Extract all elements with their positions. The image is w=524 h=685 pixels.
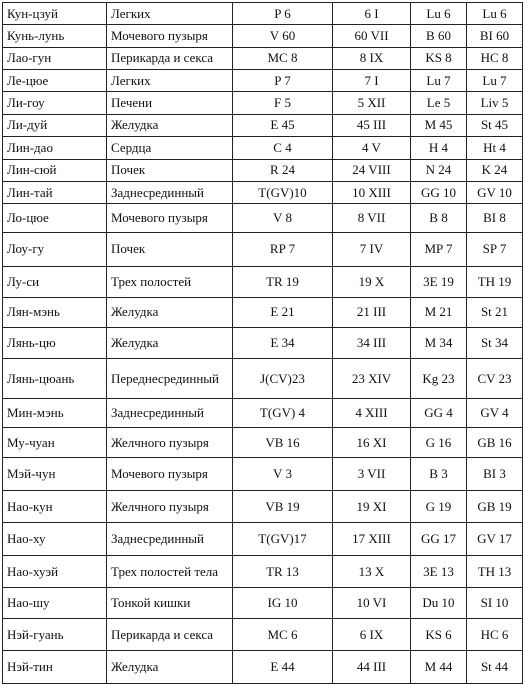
- cell-code-english: TH 13: [467, 555, 523, 588]
- cell-code-french: E 44: [233, 651, 333, 684]
- cell-code-english: BI 60: [467, 25, 523, 47]
- cell-code-french: T(GV)10: [233, 181, 333, 203]
- table-row: [3, 137, 523, 159]
- cell-code-german: B 8: [411, 204, 467, 232]
- cell-meridian: Мочевого пузыря: [107, 25, 233, 47]
- cell-meridian: Тонкой кишки: [107, 588, 233, 618]
- cell-code-german: GG 17: [411, 523, 467, 556]
- cell-meridian: Заднесрединный: [107, 399, 233, 427]
- cell-code-german: 3E 19: [411, 267, 467, 297]
- cell-meridian: Желудка: [107, 651, 233, 684]
- table-row: [3, 328, 523, 358]
- cell-code-german: KS 8: [411, 47, 467, 69]
- cell-code-english: BI 3: [467, 458, 523, 491]
- cell-point-name: Нао-хуэй: [3, 555, 107, 588]
- cell-code-english: St 34: [467, 328, 523, 358]
- cell-code-roman: 6 IX: [333, 618, 411, 651]
- cell-code-french: RP 7: [233, 232, 333, 267]
- cell-meridian: Желчного пузыря: [107, 427, 233, 457]
- table-row: [3, 297, 523, 327]
- cell-code-english: SI 10: [467, 588, 523, 618]
- cell-code-english: BI 8: [467, 204, 523, 232]
- cell-code-roman: 17 XIII: [333, 523, 411, 556]
- cell-code-roman: 21 III: [333, 297, 411, 327]
- cell-code-german: MP 7: [411, 232, 467, 267]
- cell-code-german: N 24: [411, 159, 467, 181]
- table-row: [3, 618, 523, 651]
- cell-meridian: Печени: [107, 92, 233, 114]
- cell-meridian: Легких: [107, 70, 233, 92]
- cell-point-name: Мэй-чун: [3, 458, 107, 491]
- cell-point-name: Кун-цзуй: [3, 3, 107, 25]
- cell-code-roman: 16 XI: [333, 427, 411, 457]
- cell-code-english: SP 7: [467, 232, 523, 267]
- cell-code-roman: 19 X: [333, 267, 411, 297]
- cell-code-english: Ht 4: [467, 137, 523, 159]
- cell-code-roman: 3 VII: [333, 458, 411, 491]
- cell-point-name: Лао-гун: [3, 47, 107, 69]
- cell-code-french: IG 10: [233, 588, 333, 618]
- cell-code-german: Lu 6: [411, 3, 467, 25]
- cell-code-roman: 7 IV: [333, 232, 411, 267]
- cell-code-roman: 45 III: [333, 114, 411, 136]
- cell-code-roman: 19 XI: [333, 490, 411, 523]
- cell-code-roman: 24 VIII: [333, 159, 411, 181]
- table-row: [3, 114, 523, 136]
- cell-point-name: Нао-ху: [3, 523, 107, 556]
- cell-point-name: Мин-мэнь: [3, 399, 107, 427]
- cell-meridian: Заднесрединный: [107, 181, 233, 203]
- cell-code-roman: 4 V: [333, 137, 411, 159]
- cell-code-french: T(GV)17: [233, 523, 333, 556]
- table-row: [3, 92, 523, 114]
- cell-point-name: Нэй-тин: [3, 651, 107, 684]
- cell-code-english: K 24: [467, 159, 523, 181]
- cell-code-english: GB 16: [467, 427, 523, 457]
- cell-code-french: T(GV) 4: [233, 399, 333, 427]
- cell-meridian: Мочевого пузыря: [107, 458, 233, 491]
- cell-code-french: TR 13: [233, 555, 333, 588]
- cell-code-german: Kg 23: [411, 358, 467, 399]
- cell-code-roman: 60 VII: [333, 25, 411, 47]
- cell-point-name: Ло-цюе: [3, 204, 107, 232]
- cell-code-french: MC 6: [233, 618, 333, 651]
- cell-meridian: Перикарда и секса: [107, 618, 233, 651]
- cell-code-roman: 4 XIII: [333, 399, 411, 427]
- cell-code-german: M 34: [411, 328, 467, 358]
- cell-code-english: St 45: [467, 114, 523, 136]
- cell-meridian: Трех полостей тела: [107, 555, 233, 588]
- cell-meridian: Сердца: [107, 137, 233, 159]
- table-row: [3, 204, 523, 232]
- cell-code-english: CV 23: [467, 358, 523, 399]
- cell-point-name: Лоу-гу: [3, 232, 107, 267]
- cell-code-english: Lu 6: [467, 3, 523, 25]
- cell-code-french: P 7: [233, 70, 333, 92]
- cell-meridian: Желчного пузыря: [107, 490, 233, 523]
- cell-point-name: Нао-кун: [3, 490, 107, 523]
- cell-code-english: GV 10: [467, 181, 523, 203]
- cell-point-name: Лянь-цю: [3, 328, 107, 358]
- cell-code-roman: 44 III: [333, 651, 411, 684]
- cell-code-english: HC 8: [467, 47, 523, 69]
- cell-code-german: M 44: [411, 651, 467, 684]
- cell-code-french: E 21: [233, 297, 333, 327]
- cell-code-french: MC 8: [233, 47, 333, 69]
- cell-code-french: C 4: [233, 137, 333, 159]
- cell-meridian: Переднесрединный: [107, 358, 233, 399]
- cell-meridian: Легких: [107, 3, 233, 25]
- cell-code-roman: 7 I: [333, 70, 411, 92]
- cell-code-english: HC 6: [467, 618, 523, 651]
- cell-code-roman: 10 XIII: [333, 181, 411, 203]
- cell-point-name: Нао-шу: [3, 588, 107, 618]
- cell-point-name: Му-чуан: [3, 427, 107, 457]
- cell-point-name: Лин-тай: [3, 181, 107, 203]
- cell-point-name: Лянь-цюань: [3, 358, 107, 399]
- cell-meridian: Заднесрединный: [107, 523, 233, 556]
- cell-code-german: G 16: [411, 427, 467, 457]
- cell-code-french: F 5: [233, 92, 333, 114]
- cell-meridian: Перикарда и секса: [107, 47, 233, 69]
- cell-code-german: B 60: [411, 25, 467, 47]
- cell-code-french: E 45: [233, 114, 333, 136]
- table-row: [3, 25, 523, 47]
- cell-code-german: 3E 13: [411, 555, 467, 588]
- cell-code-english: GB 19: [467, 490, 523, 523]
- table-row: [3, 588, 523, 618]
- cell-code-roman: 5 XII: [333, 92, 411, 114]
- cell-meridian: Почек: [107, 232, 233, 267]
- cell-meridian: Желудка: [107, 114, 233, 136]
- table-row: [3, 458, 523, 491]
- cell-code-french: VB 19: [233, 490, 333, 523]
- cell-code-german: KS 6: [411, 618, 467, 651]
- cell-code-german: Du 10: [411, 588, 467, 618]
- cell-point-name: Кунь-лунь: [3, 25, 107, 47]
- cell-code-french: V 60: [233, 25, 333, 47]
- cell-code-german: Le 5: [411, 92, 467, 114]
- cell-point-name: Лу-си: [3, 267, 107, 297]
- cell-code-english: St 21: [467, 297, 523, 327]
- cell-code-roman: 13 X: [333, 555, 411, 588]
- table-row: [3, 159, 523, 181]
- cell-point-name: Лин-сюй: [3, 159, 107, 181]
- table-row: [3, 267, 523, 297]
- cell-code-french: V 3: [233, 458, 333, 491]
- table-row: [3, 651, 523, 684]
- cell-code-french: V 8: [233, 204, 333, 232]
- cell-code-roman: 10 VI: [333, 588, 411, 618]
- cell-point-name: Лян-мэнь: [3, 297, 107, 327]
- cell-code-french: R 24: [233, 159, 333, 181]
- cell-code-english: Lu 7: [467, 70, 523, 92]
- cell-code-french: E 34: [233, 328, 333, 358]
- cell-code-english: GV 17: [467, 523, 523, 556]
- cell-code-german: M 21: [411, 297, 467, 327]
- table-row: [3, 47, 523, 69]
- table-row: [3, 523, 523, 556]
- table-row: [3, 232, 523, 267]
- acupoint-table: [2, 2, 523, 684]
- cell-meridian: Трех полостей: [107, 267, 233, 297]
- cell-code-english: TH 19: [467, 267, 523, 297]
- cell-code-roman: 8 IX: [333, 47, 411, 69]
- table-row: [3, 3, 523, 25]
- cell-code-english: Liv 5: [467, 92, 523, 114]
- cell-code-german: Lu 7: [411, 70, 467, 92]
- cell-code-german: GG 4: [411, 399, 467, 427]
- cell-meridian: Почек: [107, 159, 233, 181]
- table-row: [3, 490, 523, 523]
- table-row: [3, 70, 523, 92]
- cell-code-roman: 6 I: [333, 3, 411, 25]
- table-row: [3, 555, 523, 588]
- cell-point-name: Ли-гоу: [3, 92, 107, 114]
- cell-code-german: GG 10: [411, 181, 467, 203]
- cell-code-english: GV 4: [467, 399, 523, 427]
- cell-code-french: TR 19: [233, 267, 333, 297]
- cell-meridian: Желудка: [107, 297, 233, 327]
- table-row: [3, 358, 523, 399]
- cell-code-german: H 4: [411, 137, 467, 159]
- cell-code-german: B 3: [411, 458, 467, 491]
- cell-point-name: Нэй-гуань: [3, 618, 107, 651]
- cell-point-name: Ле-цюе: [3, 70, 107, 92]
- cell-meridian: Мочевого пузыря: [107, 204, 233, 232]
- acupoint-table-body: [3, 3, 523, 684]
- cell-point-name: Лин-дао: [3, 137, 107, 159]
- cell-code-french: VB 16: [233, 427, 333, 457]
- table-row: [3, 181, 523, 203]
- cell-code-french: P 6: [233, 3, 333, 25]
- cell-code-roman: 8 VII: [333, 204, 411, 232]
- cell-meridian: Желудка: [107, 328, 233, 358]
- cell-code-german: M 45: [411, 114, 467, 136]
- cell-code-english: St 44: [467, 651, 523, 684]
- table-row: [3, 399, 523, 427]
- cell-code-french: J(CV)23: [233, 358, 333, 399]
- cell-point-name: Ли-дуй: [3, 114, 107, 136]
- cell-code-roman: 23 XIV: [333, 358, 411, 399]
- cell-code-german: G 19: [411, 490, 467, 523]
- cell-code-roman: 34 III: [333, 328, 411, 358]
- table-row: [3, 427, 523, 457]
